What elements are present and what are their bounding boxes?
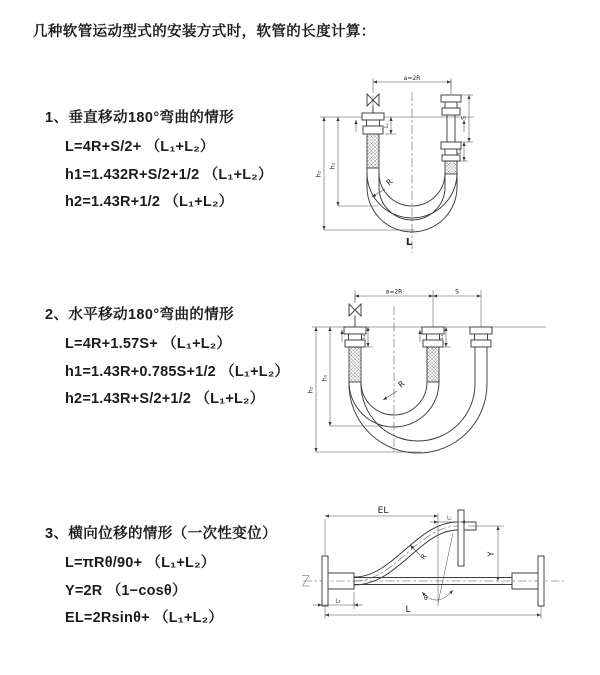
dim-label-l1: L₁ [447,515,452,522]
formula-line: h2=1.43R+S/2+1/2 （L₁+L₂） [65,391,265,407]
formula-line: h1=1.432R+S/2+1/2 （L₁+L₂） [65,166,273,183]
flange [538,556,544,606]
section-lateral-displacement [45,522,277,633]
formula-line: L=4R+S/2+ （L₁+L₂） [65,139,215,155]
dim-label-radius: R [419,552,429,562]
dim-label-offset: Y [486,551,496,557]
dim-label-el: EL [377,506,389,516]
section-2-heading: 2、水平移动180°弯曲的情形 [45,307,235,323]
dim-label-radius: R [396,379,407,390]
flange [322,556,328,606]
formula-line: L=πRθ/90+ （L₁+L₂） [65,555,216,571]
section-2-formulas [65,331,289,414]
section-3-heading: 3、横向位移的情形（一次性变位） [45,526,277,542]
dim-label-l1-right: L₁ [457,149,463,154]
braided-hose [349,347,361,382]
formula-line: L=4R+1.57S+ （L₁+L₂） [65,336,232,352]
flange [362,113,384,120]
dim-label-l1-mid: L₁ [440,334,445,340]
diagram-lateral-displacement [298,503,593,648]
dim-label-travel: S [460,116,468,120]
dim-label-l1-left: L₁ [384,123,390,128]
section-1-formulas [65,134,273,217]
hose-displaced [354,522,458,577]
dim-label-length: L [405,237,413,248]
valve-icon [349,304,361,316]
dim-label-h1: h₁ [329,162,337,170]
dim-label-length: L [405,605,411,615]
dim-label-angle: θ [424,595,428,602]
section-3-formulas [65,550,277,633]
page-title: 几种软管运动型式的安装方式时，软管的长度计算： [33,24,376,40]
dim-label-h2: h₂ [307,386,315,394]
braided-hose [427,347,439,382]
formula-line: EL=2Rsinθ+ （L₁+L₂） [65,610,224,626]
section-vertical-travel [45,106,273,217]
section-1-heading: 1、垂直移动180°弯曲的情形 [45,110,235,126]
formula-line: h1=1.43R+0.785S+1/2 （L₁+L₂） [65,363,290,380]
flange [422,327,444,334]
flange [470,327,492,334]
dim-label-span: a=2R [403,75,421,82]
flange [458,510,464,566]
dim-label-l2: L₂ [335,598,341,605]
dim-label-radius: R [384,177,395,188]
formula-line: h2=1.43R+1/2 （L₁+L₂） [65,194,234,210]
diagram-horizontal-travel-180 [306,282,591,467]
dim-label-l1-left: L₁ [362,334,367,340]
flange [441,95,461,102]
flange [344,327,366,334]
braided-hose [445,161,457,174]
diagram-vertical-travel-180 [312,70,587,260]
braided-hose [367,134,379,168]
section-horizontal-travel [45,303,289,414]
formula-line: Y=2R （1−cosθ） [65,582,187,599]
dim-label-h1: h₁ [321,374,329,382]
dim-label-span: a=2R [385,288,403,296]
dim-label-travel: S [455,288,459,296]
dim-label-h2: h₂ [315,170,323,178]
